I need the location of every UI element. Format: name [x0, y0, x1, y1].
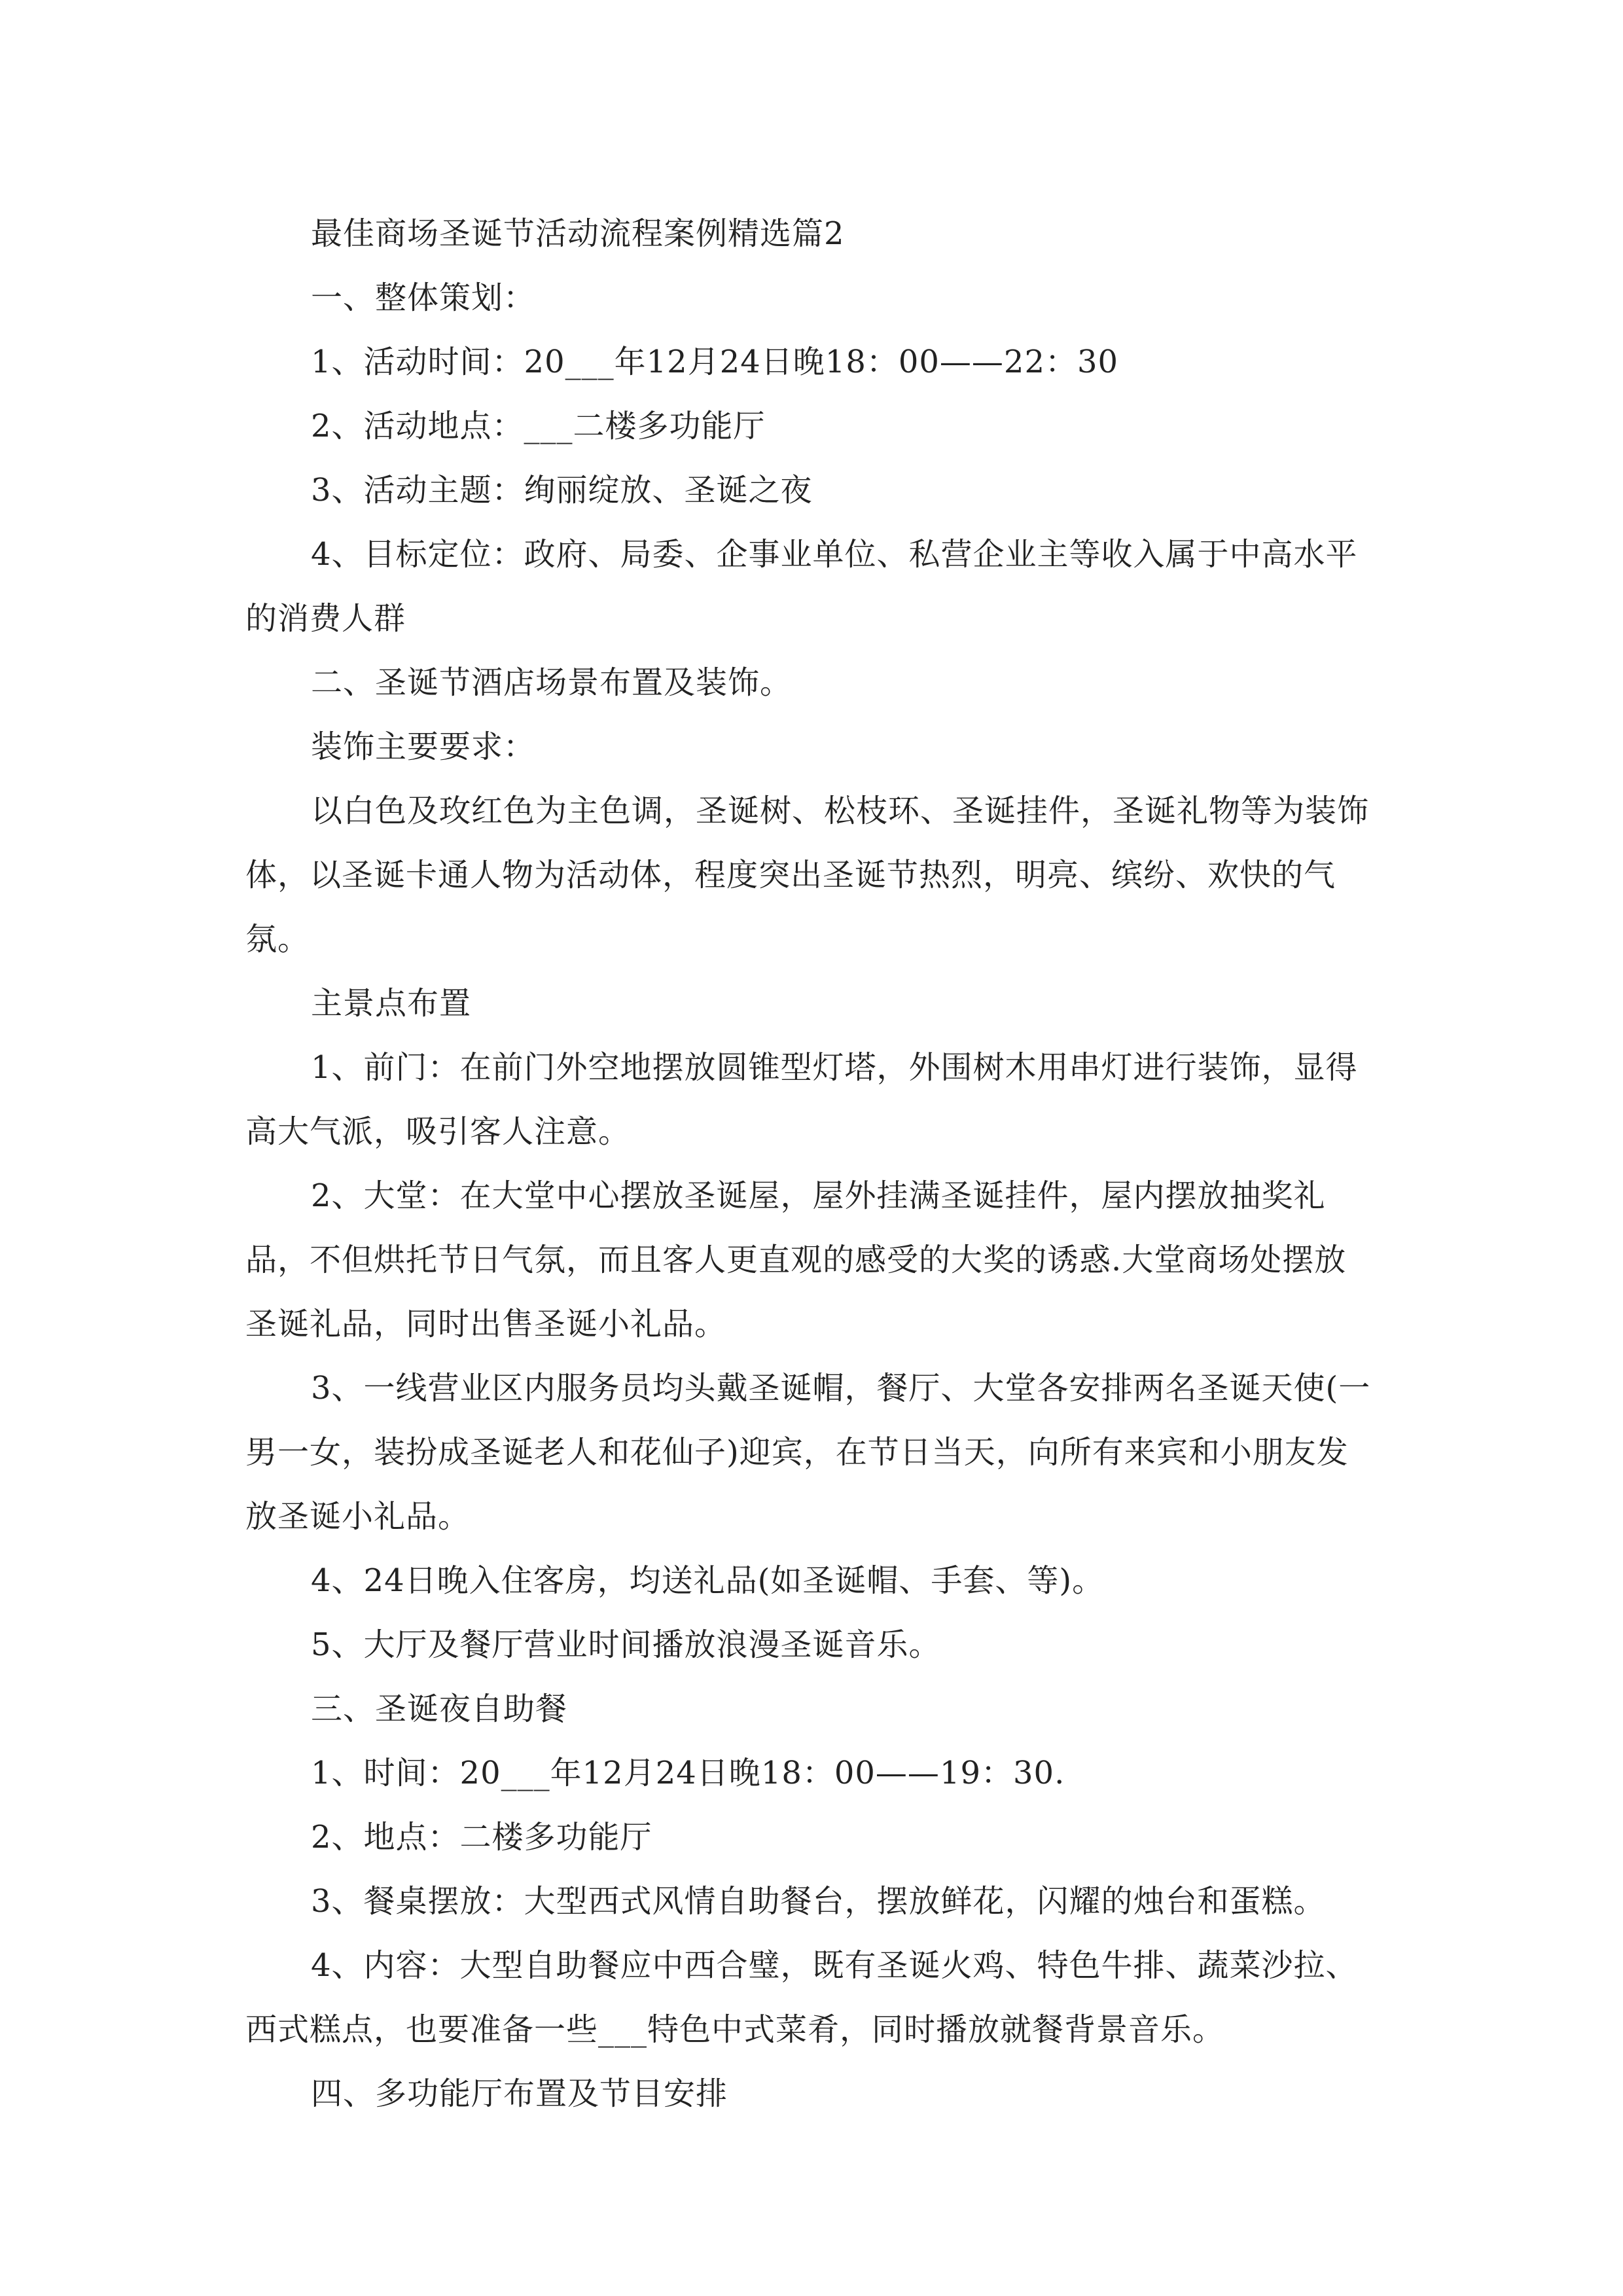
paragraph-music: 5、大厅及餐厅营业时间播放浪漫圣诞音乐。 — [311, 1626, 941, 1663]
paragraph-buffet-location: 2、地点：二楼多功能厅 — [311, 1819, 652, 1856]
document-title: 最佳商场圣诞节活动流程案例精选篇2 — [311, 215, 845, 252]
heading-hall-program: 四、多功能厅布置及节目安排 — [311, 2075, 728, 2112]
heading-overall-plan: 一、整体策划： — [311, 279, 536, 316]
subheading-main-spots: 主景点布置 — [311, 985, 472, 1022]
paragraph-activity-theme: 3、活动主题：绚丽绽放、圣诞之夜 — [311, 472, 813, 509]
heading-christmas-buffet: 三、圣诞夜自助餐 — [311, 1691, 568, 1727]
paragraph-staff-costumes: 3、一线营业区内服务员均头戴圣诞帽，餐厅、大堂各安排两名圣诞天使(一男一女，装扮成圣诞老人和花仙子)迎宾，在节日当天，向所有来宾和小朋友发放圣诞小礼品。 — [245, 1370, 1371, 1535]
document-body — [245, 202, 1378, 2126]
paragraph-decoration-requirements: 以白色及玫红色为主色调，圣诞树、松枝环、圣诞挂件，圣诞礼物等为装饰体，以圣诞卡通人物为活动体，程度突出圣诞节热烈，明亮、缤纷、欢快的气氛。 — [245, 793, 1370, 958]
paragraph-table-setting: 3、餐桌摆放：大型西式风情自助餐台，摆放鲜花，闪耀的烛台和蛋糕。 — [311, 1883, 1326, 1920]
paragraph-target-audience: 4、目标定位：政府、局委、企事业单位、私营企业主等收入属于中高水平的消费人群 — [245, 536, 1358, 637]
paragraph-activity-location: 2、活动地点：___二楼多功能厅 — [311, 408, 766, 444]
paragraph-activity-time: 1、活动时间：20___年12月24日晚18：00——22：30 — [311, 344, 1119, 380]
heading-scene-decoration: 二、圣诞节酒店场景布置及装饰。 — [311, 664, 793, 701]
paragraph-guest-room-gifts: 4、24日晚入住客房，均送礼品(如圣诞帽、手套、等)。 — [311, 1562, 1105, 1599]
paragraph-buffet-content: 4、内容：大型自助餐应中西合璧，既有圣诞火鸡、特色牛排、蔬菜沙拉、西式糕点，也要准备一些___特色中式菜肴，同时播放就餐背景音乐。 — [245, 1947, 1358, 2048]
paragraph-lobby: 2、大堂：在大堂中心摆放圣诞屋，屋外挂满圣诞挂件，屋内摆放抽奖礼品，不但烘托节日气氛，而且客人更直观的感受的大奖的诱惑.大堂商场处摆放圣诞礼品，同时出售圣诞小礼品。 — [245, 1177, 1347, 1342]
paragraph-buffet-time: 1、时间：20___年12月24日晚18：00——19：30. — [311, 1755, 1065, 1791]
paragraph-front-door: 1、前门：在前门外空地摆放圆锥型灯塔，外围树木用串灯进行装饰，显得高大气派，吸引客人注意。 — [245, 1049, 1358, 1150]
subheading-decoration-requirements: 装饰主要要求： — [311, 728, 536, 765]
